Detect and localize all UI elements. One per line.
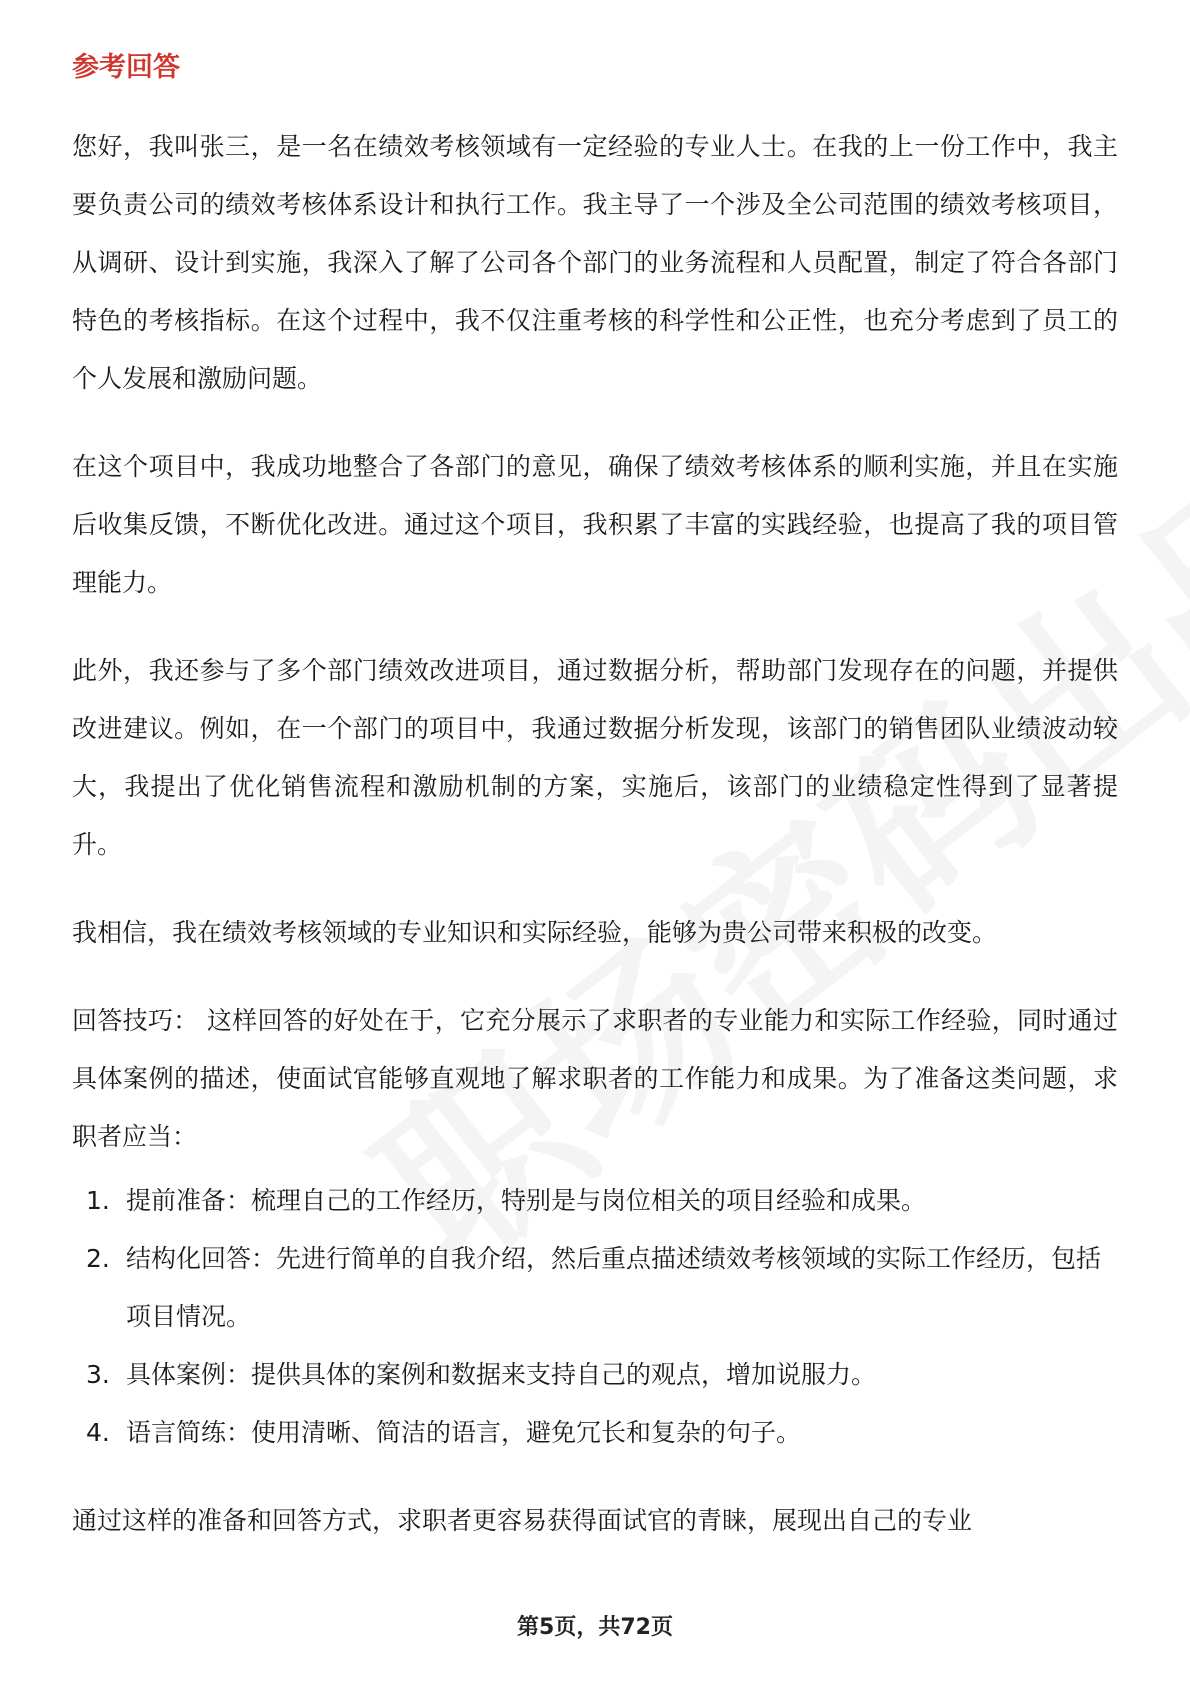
- list-item-text: 结构化回答：先进行简单的自我介绍，然后重点描述绩效考核领域的实际工作经历，包括项目情况。: [126, 1244, 1102, 1331]
- list-item-number: 1.: [86, 1186, 110, 1215]
- list-item: [72, 1346, 1118, 1404]
- paragraph-intro: 您好，我叫张三，是一名在绩效考核领域有一定经验的专业人士。在我的上一份工作中，我主要负责公司的绩效考核体系设计和执行工作。我主导了一个涉及全公司范围的绩效考核项目，从调研、设计到实施，我深入了解了公司各个部门的业务流程和人员配置，制定了符合各部门特色的考核指标。在这个过程中，我不仅注重考核的科学性和公正性，也充分考虑到了员工的个人发展和激励问题。: [72, 132, 1118, 393]
- paragraph-project: 在这个项目中，我成功地整合了各部门的意见，确保了绩效考核体系的顺利实施，并且在实施后收集反馈，不断优化改进。通过这个项目，我积累了丰富的实践经验，也提高了我的项目管理能力。: [72, 452, 1118, 597]
- answer-content: [72, 118, 1118, 1580]
- preparation-steps-list: [72, 1172, 1118, 1462]
- list-item-number: 4.: [86, 1418, 110, 1447]
- section-heading: 参考回答: [72, 52, 180, 83]
- paragraph-belief: 我相信，我在绩效考核领域的专业知识和实际经验，能够为贵公司带来积极的改变。: [72, 918, 998, 947]
- list-item-text: 语言简练：使用清晰、简洁的语言，避免冗长和复杂的句子。: [126, 1418, 802, 1447]
- page-number-footer: 第5页，共72页: [517, 1615, 673, 1640]
- list-item: [72, 1404, 1118, 1462]
- list-item-number: 3.: [86, 1360, 110, 1389]
- paragraph-improvement: 此外，我还参与了多个部门绩效改进项目，通过数据分析，帮助部门发现存在的问题，并提供改进建议。例如，在一个部门的项目中，我通过数据分析发现，该部门的销售团队业绩波动较大，我提出了优化销售流程和激励机制的方案，实施后，该部门的业绩稳定性得到了显著提升。: [72, 656, 1118, 859]
- list-item-number: 2.: [86, 1244, 110, 1273]
- list-item: [72, 1172, 1118, 1230]
- paragraph-tips: 回答技巧： 这样回答的好处在于，它充分展示了求职者的专业能力和实际工作经验，同时通过具体案例的描述，使面试官能够直观地了解求职者的工作能力和成果。为了准备这类问题，求职者应当：: [72, 1006, 1118, 1151]
- list-item-text: 具体案例：提供具体的案例和数据来支持自己的观点，增加说服力。: [126, 1360, 877, 1389]
- list-item-text: 提前准备：梳理自己的工作经历，特别是与岗位相关的项目经验和成果。: [126, 1186, 927, 1215]
- list-item: [72, 1230, 1118, 1346]
- paragraph-closing: 通过这样的准备和回答方式，求职者更容易获得面试官的青睐，展现出自己的专业: [72, 1506, 973, 1535]
